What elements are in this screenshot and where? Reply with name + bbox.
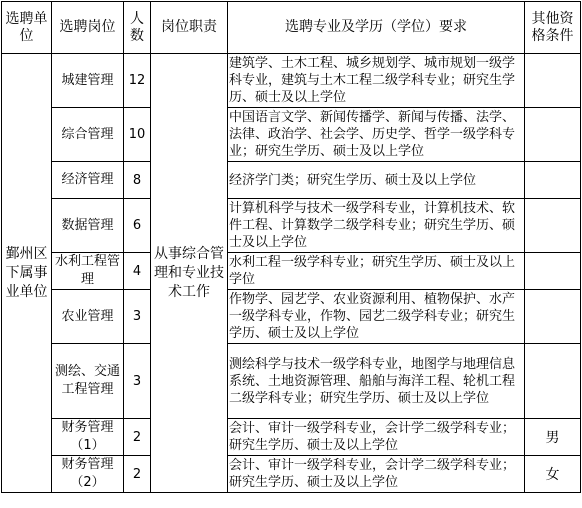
header-requirement: 选聘专业及学历（学位）要求 <box>228 2 525 54</box>
unit-cell: 鄞州区下属事业单位 <box>2 54 52 493</box>
table-row <box>2 456 581 493</box>
position-cell: 财务管理（2） <box>52 456 124 493</box>
header-row <box>2 2 581 54</box>
header-other: 其他资格条件 <box>525 2 581 54</box>
position-cell: 综合管理 <box>52 108 124 162</box>
other-cell <box>525 162 581 199</box>
table-row <box>2 253 581 290</box>
header-duty: 岗位职责 <box>151 2 228 54</box>
position-cell: 数据管理 <box>52 199 124 253</box>
requirement-cell: 水利工程一级学科专业；研究生学历、硕士及以上学位 <box>228 253 525 290</box>
position-cell: 城建管理 <box>52 54 124 108</box>
position-cell: 经济管理 <box>52 162 124 199</box>
other-cell <box>525 344 581 419</box>
count-cell: 6 <box>124 199 151 253</box>
count-cell: 4 <box>124 253 151 290</box>
position-cell: 测绘、交通工程管理 <box>52 344 124 419</box>
requirement-cell: 会计、审计一级学科专业，会计学二级学科专业；研究生学历、硕士及以上学位 <box>228 419 525 456</box>
other-cell <box>525 290 581 344</box>
other-cell: 女 <box>525 456 581 493</box>
position-cell: 水利工程管理 <box>52 253 124 290</box>
count-cell: 3 <box>124 344 151 419</box>
other-cell <box>525 253 581 290</box>
requirement-cell: 会计、审计一级学科专业，会计学二级学科专业；研究生学历、硕士及以上学位 <box>228 456 525 493</box>
header-count: 人数 <box>124 2 151 54</box>
count-cell: 10 <box>124 108 151 162</box>
requirement-cell: 作物学、园艺学、农业资源利用、植物保护、水产一级学科专业，作物、园艺二级学科专业；研究生学历、硕士及以上学位 <box>228 290 525 344</box>
header-unit: 选聘单位 <box>2 2 52 54</box>
count-cell: 3 <box>124 290 151 344</box>
table-row <box>2 344 581 419</box>
requirement-cell: 经济学门类；研究生学历、硕士及以上学位 <box>228 162 525 199</box>
other-cell: 男 <box>525 419 581 456</box>
other-cell <box>525 199 581 253</box>
count-cell: 2 <box>124 456 151 493</box>
table-row <box>2 108 581 162</box>
requirement-cell: 测绘科学与技术一级学科专业，地图学与地理信息系统、土地资源管理、船舶与海洋工程、轮机工程二级学科专业；研究生学历、硕士及以上学位 <box>228 344 525 419</box>
count-cell: 8 <box>124 162 151 199</box>
position-cell: 财务管理（1） <box>52 419 124 456</box>
recruitment-table <box>1 1 581 493</box>
other-cell <box>525 54 581 108</box>
table-row <box>2 54 581 108</box>
table-row <box>2 162 581 199</box>
header-position: 选聘岗位 <box>52 2 124 54</box>
count-cell: 12 <box>124 54 151 108</box>
requirement-cell: 中国语言文学、新闻传播学、新闻与传播、法学、法律、政治学、社会学、历史学、哲学一级学科专业；研究生学历、硕士及以上学位 <box>228 108 525 162</box>
count-cell: 2 <box>124 419 151 456</box>
duty-cell: 从事综合管理和专业技术工作 <box>151 54 228 493</box>
other-cell <box>525 108 581 162</box>
table-row <box>2 290 581 344</box>
table-row <box>2 199 581 253</box>
position-cell: 农业管理 <box>52 290 124 344</box>
table-row <box>2 419 581 456</box>
requirement-cell: 计算机科学与技术一级学科专业，计算机技术、软件工程、计算数学二级学科专业；研究生学历、硕士及以上学位 <box>228 199 525 253</box>
requirement-cell: 建筑学、土木工程、城乡规划学、城市规划一级学科专业，建筑与土木工程二级学科专业；研究生学历、硕士及以上学位 <box>228 54 525 108</box>
